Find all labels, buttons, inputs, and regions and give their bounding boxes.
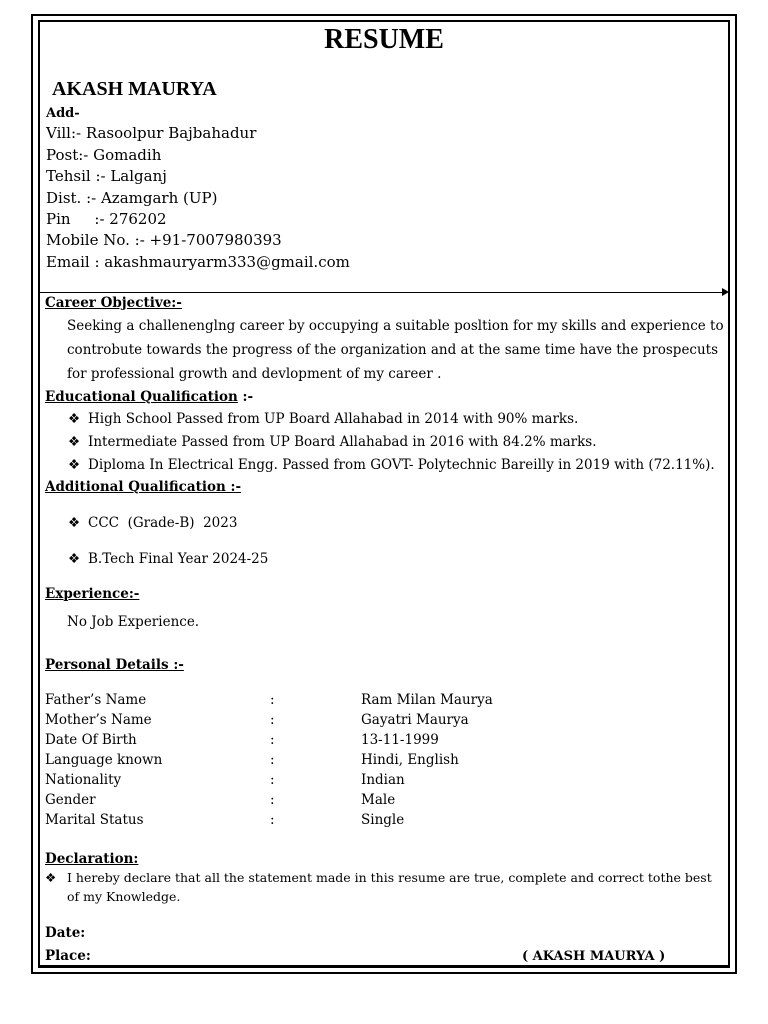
educational-qualification-heading: Educational Qualification :- bbox=[45, 389, 254, 405]
separator-colon: : bbox=[270, 772, 275, 788]
diamond-bullet-icon: ❖ bbox=[68, 434, 81, 450]
diamond-bullet-icon: ❖ bbox=[68, 411, 81, 427]
separator-colon: : bbox=[270, 812, 275, 828]
diamond-bullet-icon: ❖ bbox=[68, 551, 81, 567]
mobile-number: Mobile No. :- +91-7007980393 bbox=[46, 231, 282, 249]
list-item: ❖ Intermediate Passed from UP Board Allahabad in 2016 with 84.2% marks. bbox=[68, 434, 597, 450]
separator-colon: : bbox=[270, 732, 275, 748]
diamond-bullet-icon: ❖ bbox=[68, 457, 81, 473]
marital-status-value: Single bbox=[361, 812, 405, 828]
mothers-name-label: Mother’s Name bbox=[45, 712, 152, 728]
nationality-value: Indian bbox=[361, 772, 405, 788]
additional-qualification-heading: Additional Qualification :- bbox=[45, 479, 242, 495]
separator-colon: : bbox=[270, 792, 275, 808]
career-objective-line: Seeking a challenenglng career by occupying a suitable posltion for my skills and experience to bbox=[67, 318, 724, 334]
personal-details-heading: Personal Details :- bbox=[45, 657, 184, 673]
address-district: Dist. :- Azamgarh (UP) bbox=[46, 189, 218, 207]
address-post: Post:- Gomadih bbox=[46, 146, 162, 164]
separator-colon: : bbox=[270, 712, 275, 728]
address-label: Add- bbox=[46, 106, 80, 121]
career-objective-line: controbute towards the progress of the organization and at the same time have the prospecuts bbox=[67, 342, 719, 358]
gender-label: Gender bbox=[45, 792, 96, 808]
list-item: ❖ CCC (Grade-B) 2023 bbox=[68, 515, 238, 531]
career-objective-heading: Career Objective:- bbox=[45, 295, 182, 311]
bottom-rule bbox=[40, 965, 728, 966]
mothers-name-value: Gayatri Maurya bbox=[361, 712, 469, 728]
experience-text: No Job Experience. bbox=[67, 614, 200, 630]
declaration-line: ❖ I hereby declare that all the statement made in this resume are true, complete and correct tothe best bbox=[45, 870, 712, 885]
signature-name: ( AKASH MAURYA ) bbox=[522, 949, 666, 964]
language-known-value: Hindi, English bbox=[361, 752, 459, 768]
list-item: ❖ High School Passed from UP Board Allahabad in 2014 with 90% marks. bbox=[68, 411, 579, 427]
fathers-name-value: Ram Milan Maurya bbox=[361, 692, 493, 708]
list-item: ❖ Diploma In Electrical Engg. Passed from GOVT- Polytechnic Bareilly in 2019 with (72.11%). bbox=[68, 457, 715, 473]
career-objective-line: for professional growth and devlopment of my career . bbox=[67, 366, 442, 382]
separator-colon: : bbox=[270, 752, 275, 768]
list-item: ❖ B.Tech Final Year 2024-25 bbox=[68, 551, 269, 567]
address-village: Vill:- Rasoolpur Bajbahadur bbox=[46, 124, 257, 142]
declaration-heading: Declaration: bbox=[45, 851, 139, 867]
date-of-birth-value: 13-11-1999 bbox=[361, 732, 439, 748]
declaration-line: of my Knowledge. bbox=[67, 889, 181, 904]
separator-colon: : bbox=[270, 692, 275, 708]
gender-value: Male bbox=[361, 792, 396, 808]
section-divider bbox=[40, 292, 726, 293]
document-title: RESUME bbox=[324, 24, 444, 55]
fathers-name-label: Father’s Name bbox=[45, 692, 147, 708]
diamond-bullet-icon: ❖ bbox=[68, 515, 81, 531]
nationality-label: Nationality bbox=[45, 772, 122, 788]
address-tehsil: Tehsil :- Lalganj bbox=[46, 167, 167, 185]
date-of-birth-label: Date Of Birth bbox=[45, 732, 137, 748]
date-label: Date: bbox=[45, 925, 86, 941]
marital-status-label: Marital Status bbox=[45, 812, 144, 828]
diamond-bullet-icon: ❖ bbox=[45, 870, 57, 885]
language-known-label: Language known bbox=[45, 752, 163, 768]
place-label: Place: bbox=[45, 948, 91, 964]
email-address: Email : akashmauryarm333@gmail.com bbox=[46, 253, 350, 271]
divider-arrow-icon bbox=[722, 288, 729, 296]
address-pin: Pin :- 276202 bbox=[46, 210, 167, 228]
candidate-name: AKASH MAURYA bbox=[52, 78, 217, 100]
experience-heading: Experience:- bbox=[45, 586, 140, 602]
